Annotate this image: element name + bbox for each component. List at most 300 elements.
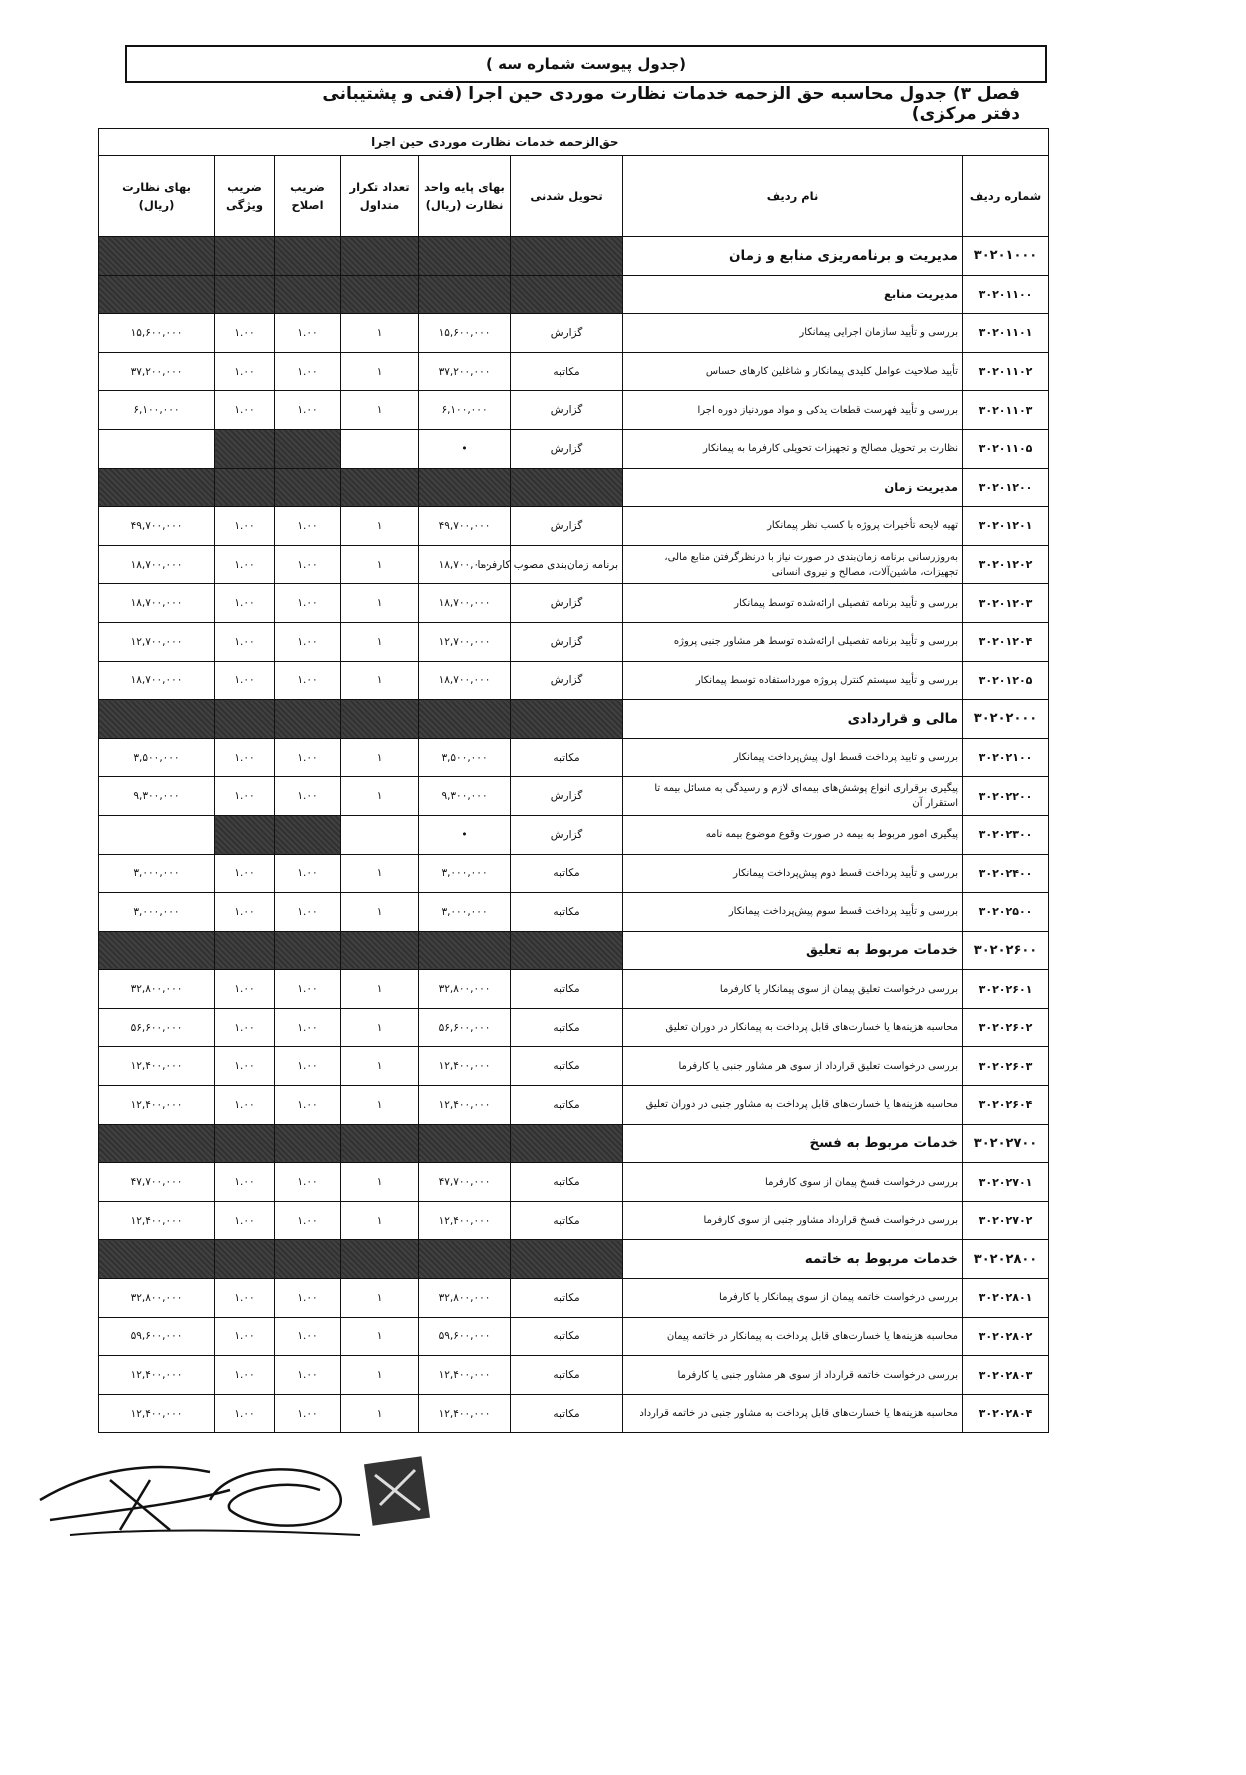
row-repeat-count: ۱ (341, 545, 419, 584)
table-row (99, 1047, 1049, 1086)
row-correction-factor: ۱.۰۰ (275, 507, 341, 546)
row-repeat-count: ۱ (341, 1086, 419, 1125)
row-name: پیگیری برقراری انواع پوشش‌های بیمه‌ای لازم و رسیدگی به مسائل بیمه تا استقرار آن (623, 777, 963, 816)
row-correction-factor: ۱.۰۰ (275, 1279, 341, 1318)
row-delivery: مکاتبه (511, 1008, 623, 1047)
row-feature-factor: ۱.۰۰ (215, 661, 275, 700)
row-supervision-price (99, 931, 215, 970)
row-delivery: مکاتبه (511, 1279, 623, 1318)
row-code: ۳۰۲۰۲۷۰۲ (963, 1201, 1049, 1240)
row-repeat-count: ۱ (341, 1047, 419, 1086)
row-delivery: مکاتبه (511, 352, 623, 391)
row-base-price: ۳۲,۸۰۰,۰۰۰ (419, 970, 511, 1009)
row-code: ۳۰۲۰۲۸۰۴ (963, 1394, 1049, 1433)
signature-underline (70, 1530, 360, 1535)
row-supervision-price (99, 429, 215, 468)
row-delivery: گزارش (511, 507, 623, 546)
row-repeat-count: ۱ (341, 1356, 419, 1395)
row-delivery: گزارش (511, 622, 623, 661)
row-name: محاسبه هزینه‌ها یا خسارت‌های قابل پرداخت به مشاور جنبی در خاتمه قرارداد (623, 1394, 963, 1433)
table-header-row (99, 156, 1049, 237)
row-feature-factor: ۱.۰۰ (215, 1008, 275, 1047)
row-correction-factor (275, 700, 341, 739)
row-supervision-price: ۱۲,۴۰۰,۰۰۰ (99, 1086, 215, 1125)
row-feature-factor (215, 1124, 275, 1163)
row-delivery (511, 468, 623, 507)
row-correction-factor: ۱.۰۰ (275, 1086, 341, 1125)
row-delivery: گزارش (511, 661, 623, 700)
row-base-price: ۱۲,۴۰۰,۰۰۰ (419, 1047, 511, 1086)
row-code: ۳۰۲۰۲۸۰۰ (963, 1240, 1049, 1279)
row-base-price: ۱۵,۶۰۰,۰۰۰ (419, 314, 511, 353)
row-correction-factor: ۱.۰۰ (275, 1394, 341, 1433)
row-repeat-count: ۱ (341, 777, 419, 816)
table-row (99, 622, 1049, 661)
row-repeat-count: ۱ (341, 1317, 419, 1356)
row-delivery (511, 1240, 623, 1279)
row-supervision-price: ۳,۵۰۰,۰۰۰ (99, 738, 215, 777)
header-repeat-count: تعداد تکرار متداول (341, 156, 419, 237)
row-repeat-count: ۱ (341, 854, 419, 893)
row-delivery (511, 1124, 623, 1163)
table-row (99, 1008, 1049, 1047)
header-delivery: تحویل شدنی (511, 156, 623, 237)
row-base-price: ۳,۰۰۰,۰۰۰ (419, 893, 511, 932)
row-correction-factor: ۱.۰۰ (275, 738, 341, 777)
row-code: ۳۰۲۰۲۴۰۰ (963, 854, 1049, 893)
table-row (99, 1356, 1049, 1395)
row-code: ۳۰۲۰۱۲۰۰ (963, 468, 1049, 507)
row-feature-factor: ۱.۰۰ (215, 507, 275, 546)
row-code: ۳۰۲۰۱۲۰۳ (963, 584, 1049, 623)
row-feature-factor (215, 237, 275, 276)
row-repeat-count: ۱ (341, 584, 419, 623)
row-correction-factor: ۱.۰۰ (275, 1201, 341, 1240)
row-correction-factor: ۱.۰۰ (275, 622, 341, 661)
row-repeat-count: ۱ (341, 391, 419, 430)
table-row (99, 1163, 1049, 1202)
row-name: بررسی و تأیید سیستم کنترل پروژه مورداستفاده توسط پیمانکار (623, 661, 963, 700)
row-base-price (419, 275, 511, 314)
signature-and-stamp (30, 1440, 450, 1550)
row-base-price (419, 1240, 511, 1279)
row-base-price: ۱۲,۴۰۰,۰۰۰ (419, 1394, 511, 1433)
row-feature-factor: ۱.۰۰ (215, 584, 275, 623)
row-base-price: • (419, 429, 511, 468)
fee-table-container (98, 128, 1048, 1433)
row-correction-factor: ۱.۰۰ (275, 584, 341, 623)
row-supervision-price: ۹,۳۰۰,۰۰۰ (99, 777, 215, 816)
row-delivery: مکاتبه (511, 1317, 623, 1356)
row-code: ۳۰۲۰۲۱۰۰ (963, 738, 1049, 777)
row-supervision-price: ۱۸,۷۰۰,۰۰۰ (99, 661, 215, 700)
row-base-price: ۳۲,۸۰۰,۰۰۰ (419, 1279, 511, 1318)
row-supervision-price: ۳,۰۰۰,۰۰۰ (99, 893, 215, 932)
row-code: ۳۰۲۰۲۶۰۳ (963, 1047, 1049, 1086)
row-code: ۳۰۲۰۱۱۰۵ (963, 429, 1049, 468)
row-delivery (511, 931, 623, 970)
row-feature-factor: ۱.۰۰ (215, 1279, 275, 1318)
table-row (99, 1394, 1049, 1433)
row-supervision-price (99, 468, 215, 507)
row-repeat-count (341, 815, 419, 854)
table-row (99, 1279, 1049, 1318)
row-code: ۳۰۲۰۲۸۰۲ (963, 1317, 1049, 1356)
row-repeat-count (341, 468, 419, 507)
row-feature-factor: ۱.۰۰ (215, 1086, 275, 1125)
row-feature-factor: ۱.۰۰ (215, 1047, 275, 1086)
row-supervision-price: ۵۹,۶۰۰,۰۰۰ (99, 1317, 215, 1356)
row-name: خدمات مربوط به فسخ (623, 1124, 963, 1163)
header-base-price: بهای پایه واحد نظارت (ریال) (419, 156, 511, 237)
row-repeat-count: ۱ (341, 893, 419, 932)
row-supervision-price: ۶,۱۰۰,۰۰۰ (99, 391, 215, 430)
header-correction-factor: ضریب اصلاح (275, 156, 341, 237)
header-supervision-price: بهای نظارت (ریال) (99, 156, 215, 237)
row-feature-factor (215, 429, 275, 468)
table-section-row (99, 275, 1049, 314)
row-delivery: گزارش (511, 815, 623, 854)
row-code: ۳۰۲۰۱۱۰۲ (963, 352, 1049, 391)
row-delivery: مکاتبه (511, 970, 623, 1009)
row-base-price: ۱۲,۴۰۰,۰۰۰ (419, 1086, 511, 1125)
table-row (99, 507, 1049, 546)
row-feature-factor: ۱.۰۰ (215, 622, 275, 661)
row-name: تأیید صلاحیت عوامل کلیدی پیمانکار و شاغلین کارهای حساس (623, 352, 963, 391)
annex-label-text: (جدول پیوست شماره سه ) (486, 55, 686, 73)
row-repeat-count: ۱ (341, 1163, 419, 1202)
row-code: ۳۰۲۰۱۲۰۱ (963, 507, 1049, 546)
row-correction-factor (275, 931, 341, 970)
row-correction-factor: ۱.۰۰ (275, 854, 341, 893)
row-base-price: ۳۷,۲۰۰,۰۰۰ (419, 352, 511, 391)
row-code: ۳۰۲۰۱۲۰۲ (963, 545, 1049, 584)
row-supervision-price: ۱۲,۴۰۰,۰۰۰ (99, 1201, 215, 1240)
row-base-price: ۱۸,۷۰۰,۰۰۰ (419, 584, 511, 623)
row-repeat-count (341, 275, 419, 314)
table-row (99, 893, 1049, 932)
table-section-row (99, 700, 1049, 739)
row-base-price: ۱۸,۷۰۰,۰۰۰ (419, 661, 511, 700)
row-supervision-price: ۵۶,۶۰۰,۰۰۰ (99, 1008, 215, 1047)
row-delivery: مکاتبه (511, 1201, 623, 1240)
row-delivery: گزارش (511, 391, 623, 430)
row-base-price (419, 1124, 511, 1163)
row-name: بررسی و تایید پرداخت قسط اول پیش‌پرداخت پیمانکار (623, 738, 963, 777)
row-feature-factor: ۱.۰۰ (215, 854, 275, 893)
table-body (99, 237, 1049, 1433)
row-feature-factor: ۱.۰۰ (215, 545, 275, 584)
row-delivery: مکاتبه (511, 1163, 623, 1202)
row-delivery: مکاتبه (511, 893, 623, 932)
row-supervision-price: ۳۷,۲۰۰,۰۰۰ (99, 352, 215, 391)
row-feature-factor (215, 1240, 275, 1279)
row-delivery: مکاتبه (511, 1086, 623, 1125)
row-base-price: ۴۹,۷۰۰,۰۰۰ (419, 507, 511, 546)
row-code: ۳۰۲۰۲۶۰۰ (963, 931, 1049, 970)
row-base-price: ۳,۵۰۰,۰۰۰ (419, 738, 511, 777)
row-base-price: ۳,۰۰۰,۰۰۰ (419, 854, 511, 893)
row-base-price: ۵۶,۶۰۰,۰۰۰ (419, 1008, 511, 1047)
header-name: نام ردیف (623, 156, 963, 237)
row-supervision-price: ۱۲,۷۰۰,۰۰۰ (99, 622, 215, 661)
row-base-price: • (419, 815, 511, 854)
row-feature-factor: ۱.۰۰ (215, 893, 275, 932)
row-delivery (511, 275, 623, 314)
row-name: بررسی درخواست فسخ پیمان از سوی کارفرما (623, 1163, 963, 1202)
row-repeat-count (341, 429, 419, 468)
row-supervision-price: ۱۵,۶۰۰,۰۰۰ (99, 314, 215, 353)
row-feature-factor: ۱.۰۰ (215, 970, 275, 1009)
row-delivery (511, 237, 623, 276)
row-supervision-price: ۱۲,۴۰۰,۰۰۰ (99, 1394, 215, 1433)
row-supervision-price (99, 1124, 215, 1163)
table-row (99, 1086, 1049, 1125)
row-base-price: ۱۲,۷۰۰,۰۰۰ (419, 622, 511, 661)
table-row (99, 661, 1049, 700)
table-caption (623, 129, 1049, 156)
row-repeat-count (341, 237, 419, 276)
row-feature-factor: ۱.۰۰ (215, 352, 275, 391)
row-correction-factor: ۱.۰۰ (275, 1356, 341, 1395)
row-base-price (419, 468, 511, 507)
row-correction-factor: ۱.۰۰ (275, 1047, 341, 1086)
table-row (99, 1201, 1049, 1240)
row-code: ۳۰۲۰۲۵۰۰ (963, 893, 1049, 932)
row-supervision-price: ۳۲,۸۰۰,۰۰۰ (99, 1279, 215, 1318)
row-feature-factor: ۱.۰۰ (215, 1356, 275, 1395)
row-supervision-price: ۳,۰۰۰,۰۰۰ (99, 854, 215, 893)
header-feature-factor: ضریب ویژگی (215, 156, 275, 237)
row-name: بررسی درخواست تعلیق قرارداد از سوی هر مشاور جنبی یا کارفرما (623, 1047, 963, 1086)
row-code: ۳۰۲۰۱۱۰۳ (963, 391, 1049, 430)
row-repeat-count: ۱ (341, 1008, 419, 1047)
row-delivery: مکاتبه (511, 1356, 623, 1395)
table-row (99, 970, 1049, 1009)
row-correction-factor: ۱.۰۰ (275, 970, 341, 1009)
row-correction-factor: ۱.۰۰ (275, 545, 341, 584)
row-feature-factor: ۱.۰۰ (215, 738, 275, 777)
table-row (99, 738, 1049, 777)
row-name: بررسی و تأیید پرداخت قسط سوم پیش‌پرداخت پیمانکار (623, 893, 963, 932)
row-correction-factor: ۱.۰۰ (275, 893, 341, 932)
row-name: بررسی و تأیید فهرست قطعات یدکی و مواد موردنیاز دوره اجرا (623, 391, 963, 430)
row-supervision-price: ۴۹,۷۰۰,۰۰۰ (99, 507, 215, 546)
table-row (99, 352, 1049, 391)
row-code: ۳۰۲۰۱۲۰۵ (963, 661, 1049, 700)
row-repeat-count: ۱ (341, 314, 419, 353)
row-repeat-count: ۱ (341, 1394, 419, 1433)
row-supervision-price: ۳۲,۸۰۰,۰۰۰ (99, 970, 215, 1009)
row-name: بررسی درخواست تعلیق پیمان از سوی پیمانکار یا کارفرما (623, 970, 963, 1009)
row-code: ۳۰۲۰۲۳۰۰ (963, 815, 1049, 854)
row-code: ۳۰۲۰۲۸۰۳ (963, 1356, 1049, 1395)
row-feature-factor (215, 931, 275, 970)
row-supervision-price (99, 700, 215, 739)
row-name: محاسبه هزینه‌ها یا خسارت‌های قابل پرداخت به پیمانکار در دوران تعلیق (623, 1008, 963, 1047)
row-correction-factor: ۱.۰۰ (275, 391, 341, 430)
row-base-price: ۹,۳۰۰,۰۰۰ (419, 777, 511, 816)
row-feature-factor: ۱.۰۰ (215, 1163, 275, 1202)
row-delivery: گزارش (511, 584, 623, 623)
row-name: بررسی و تأیید برنامه تفصیلی ارائه‌شده توسط پیمانکار (623, 584, 963, 623)
row-repeat-count: ۱ (341, 622, 419, 661)
row-feature-factor: ۱.۰۰ (215, 314, 275, 353)
table-row (99, 584, 1049, 623)
row-repeat-count (341, 931, 419, 970)
row-supervision-price (99, 1240, 215, 1279)
row-feature-factor: ۱.۰۰ (215, 1201, 275, 1240)
table-section-row (99, 1240, 1049, 1279)
row-feature-factor: ۱.۰۰ (215, 391, 275, 430)
row-supervision-price: ۱۲,۴۰۰,۰۰۰ (99, 1356, 215, 1395)
row-name: بررسی درخواست فسخ قرارداد مشاور جنبی از سوی کارفرما (623, 1201, 963, 1240)
row-repeat-count: ۱ (341, 352, 419, 391)
signature-stroke (40, 1467, 341, 1530)
row-repeat-count: ۱ (341, 507, 419, 546)
row-delivery: مکاتبه (511, 738, 623, 777)
table-row (99, 545, 1049, 584)
row-name: به‌روزرسانی برنامه زمان‌بندی در صورت نیاز با درنظرگرفتن منابع مالی، تجهیزات، ماشین‌آلات، مصالح و نیروی انسانی (623, 545, 963, 584)
header-code: شماره ردیف (963, 156, 1049, 237)
row-feature-factor (215, 275, 275, 314)
row-base-price: ۴۷,۷۰۰,۰۰۰ (419, 1163, 511, 1202)
table-row (99, 391, 1049, 430)
row-base-price (419, 237, 511, 276)
row-code: ۳۰۲۰۲۷۰۰ (963, 1124, 1049, 1163)
row-delivery: مکاتبه (511, 1394, 623, 1433)
row-code: ۳۰۲۰۲۶۰۱ (963, 970, 1049, 1009)
fee-table (98, 128, 1049, 1433)
row-base-price: ۶,۱۰۰,۰۰۰ (419, 391, 511, 430)
table-row (99, 777, 1049, 816)
row-supervision-price: ۱۸,۷۰۰,۰۰۰ (99, 584, 215, 623)
row-base-price: ۵۹,۶۰۰,۰۰۰ (419, 1317, 511, 1356)
row-repeat-count: ۱ (341, 1201, 419, 1240)
row-supervision-price (99, 237, 215, 276)
row-name: خدمات مربوط به تعلیق (623, 931, 963, 970)
table-caption-row (99, 129, 1049, 156)
row-base-price: ۱۸,۷۰۰,۰۰۰ (419, 545, 511, 584)
row-correction-factor: ۱.۰۰ (275, 777, 341, 816)
row-code: ۳۰۲۰۲۰۰۰ (963, 700, 1049, 739)
table-row (99, 1317, 1049, 1356)
row-name: مدیریت و برنامه‌ریزی منابع و زمان (623, 237, 963, 276)
table-section-row (99, 237, 1049, 276)
row-correction-factor (275, 429, 341, 468)
row-repeat-count: ۱ (341, 970, 419, 1009)
row-name: بررسی و تأیید برنامه تفصیلی ارائه‌شده توسط هر مشاور جنبی پروژه (623, 622, 963, 661)
row-name: خدمات مربوط به خاتمه (623, 1240, 963, 1279)
row-repeat-count (341, 1124, 419, 1163)
row-repeat-count (341, 1240, 419, 1279)
row-feature-factor: ۱.۰۰ (215, 1394, 275, 1433)
row-correction-factor: ۱.۰۰ (275, 661, 341, 700)
row-base-price: ۱۲,۴۰۰,۰۰۰ (419, 1356, 511, 1395)
row-correction-factor (275, 237, 341, 276)
row-code: ۳۰۲۰۲۶۰۴ (963, 1086, 1049, 1125)
table-section-row (99, 1124, 1049, 1163)
row-supervision-price (99, 815, 215, 854)
row-delivery (511, 700, 623, 739)
row-code: ۳۰۲۰۲۷۰۱ (963, 1163, 1049, 1202)
row-supervision-price: ۱۸,۷۰۰,۰۰۰ (99, 545, 215, 584)
row-supervision-price: ۱۲,۴۰۰,۰۰۰ (99, 1047, 215, 1086)
table-row (99, 314, 1049, 353)
row-delivery: مکاتبه (511, 1047, 623, 1086)
table-section-row (99, 931, 1049, 970)
row-code: ۳۰۲۰۱۱۰۱ (963, 314, 1049, 353)
row-supervision-price: ۴۷,۷۰۰,۰۰۰ (99, 1163, 215, 1202)
row-feature-factor (215, 700, 275, 739)
row-correction-factor (275, 275, 341, 314)
row-correction-factor: ۱.۰۰ (275, 1163, 341, 1202)
row-correction-factor: ۱.۰۰ (275, 1317, 341, 1356)
row-code: ۳۰۲۰۱۲۰۴ (963, 622, 1049, 661)
row-base-price (419, 700, 511, 739)
table-row (99, 429, 1049, 468)
document-title: فصل ۳) جدول محاسبه حق الزحمه خدمات نظارت موردی حین اجرا (فنی و پشتیبانی دفتر مرکزی) (322, 84, 1020, 124)
row-code: ۳۰۲۰۲۸۰۱ (963, 1279, 1049, 1318)
row-delivery: گزارش (511, 429, 623, 468)
row-name: نظارت بر تحویل مصالح و تجهیزات تحویلی کارفرما به پیمانکار (623, 429, 963, 468)
row-feature-factor: ۱.۰۰ (215, 1317, 275, 1356)
row-feature-factor (215, 468, 275, 507)
row-name: مدیریت منابع (623, 275, 963, 314)
row-base-price (419, 931, 511, 970)
row-correction-factor: ۱.۰۰ (275, 314, 341, 353)
row-correction-factor: ۱.۰۰ (275, 352, 341, 391)
row-feature-factor (215, 815, 275, 854)
row-code: ۳۰۲۰۱۰۰۰ (963, 237, 1049, 276)
row-code: ۳۰۲۰۲۶۰۲ (963, 1008, 1049, 1047)
row-repeat-count: ۱ (341, 738, 419, 777)
row-correction-factor (275, 1124, 341, 1163)
row-repeat-count: ۱ (341, 1279, 419, 1318)
row-delivery: برنامه زمان‌بندی مصوب کارفرما (511, 545, 623, 584)
row-name: بررسی درخواست خاتمه پیمان از سوی پیمانکار یا کارفرما (623, 1279, 963, 1318)
row-repeat-count (341, 700, 419, 739)
row-delivery: گزارش (511, 777, 623, 816)
row-name: محاسبه هزینه‌ها یا خسارت‌های قابل پرداخت به پیمانکار در خاتمه پیمان (623, 1317, 963, 1356)
row-name: بررسی و تأیید سازمان اجرایی پیمانکار (623, 314, 963, 353)
row-supervision-price (99, 275, 215, 314)
row-code: ۳۰۲۰۲۲۰۰ (963, 777, 1049, 816)
annex-label (125, 45, 1047, 83)
table-caption-text: حق‌الزحمه خدمات نظارت موردی حین اجرا (99, 129, 623, 156)
row-name: تهیه لایحه تأخیرات پروژه با کسب نظر پیمانکار (623, 507, 963, 546)
row-base-price: ۱۲,۴۰۰,۰۰۰ (419, 1201, 511, 1240)
row-name: مدیریت زمان (623, 468, 963, 507)
row-name: بررسی و تأیید پرداخت قسط دوم پیش‌پرداخت پیمانکار (623, 854, 963, 893)
row-delivery: مکاتبه (511, 854, 623, 893)
row-correction-factor (275, 815, 341, 854)
table-row (99, 854, 1049, 893)
row-name: بررسی درخواست خاتمه قرارداد از سوی هر مشاور جنبی یا کارفرما (623, 1356, 963, 1395)
row-repeat-count: ۱ (341, 661, 419, 700)
table-section-row (99, 468, 1049, 507)
row-name: مالی و قراردادی (623, 700, 963, 739)
row-correction-factor (275, 468, 341, 507)
row-name: محاسبه هزینه‌ها یا خسارت‌های قابل پرداخت به مشاور جنبی در دوران تعلیق (623, 1086, 963, 1125)
row-name: پیگیری امور مربوط به بیمه در صورت وقوع موضوع بیمه نامه (623, 815, 963, 854)
row-feature-factor: ۱.۰۰ (215, 777, 275, 816)
row-code: ۳۰۲۰۱۱۰۰ (963, 275, 1049, 314)
row-delivery: گزارش (511, 314, 623, 353)
table-row (99, 815, 1049, 854)
row-correction-factor: ۱.۰۰ (275, 1008, 341, 1047)
row-correction-factor (275, 1240, 341, 1279)
